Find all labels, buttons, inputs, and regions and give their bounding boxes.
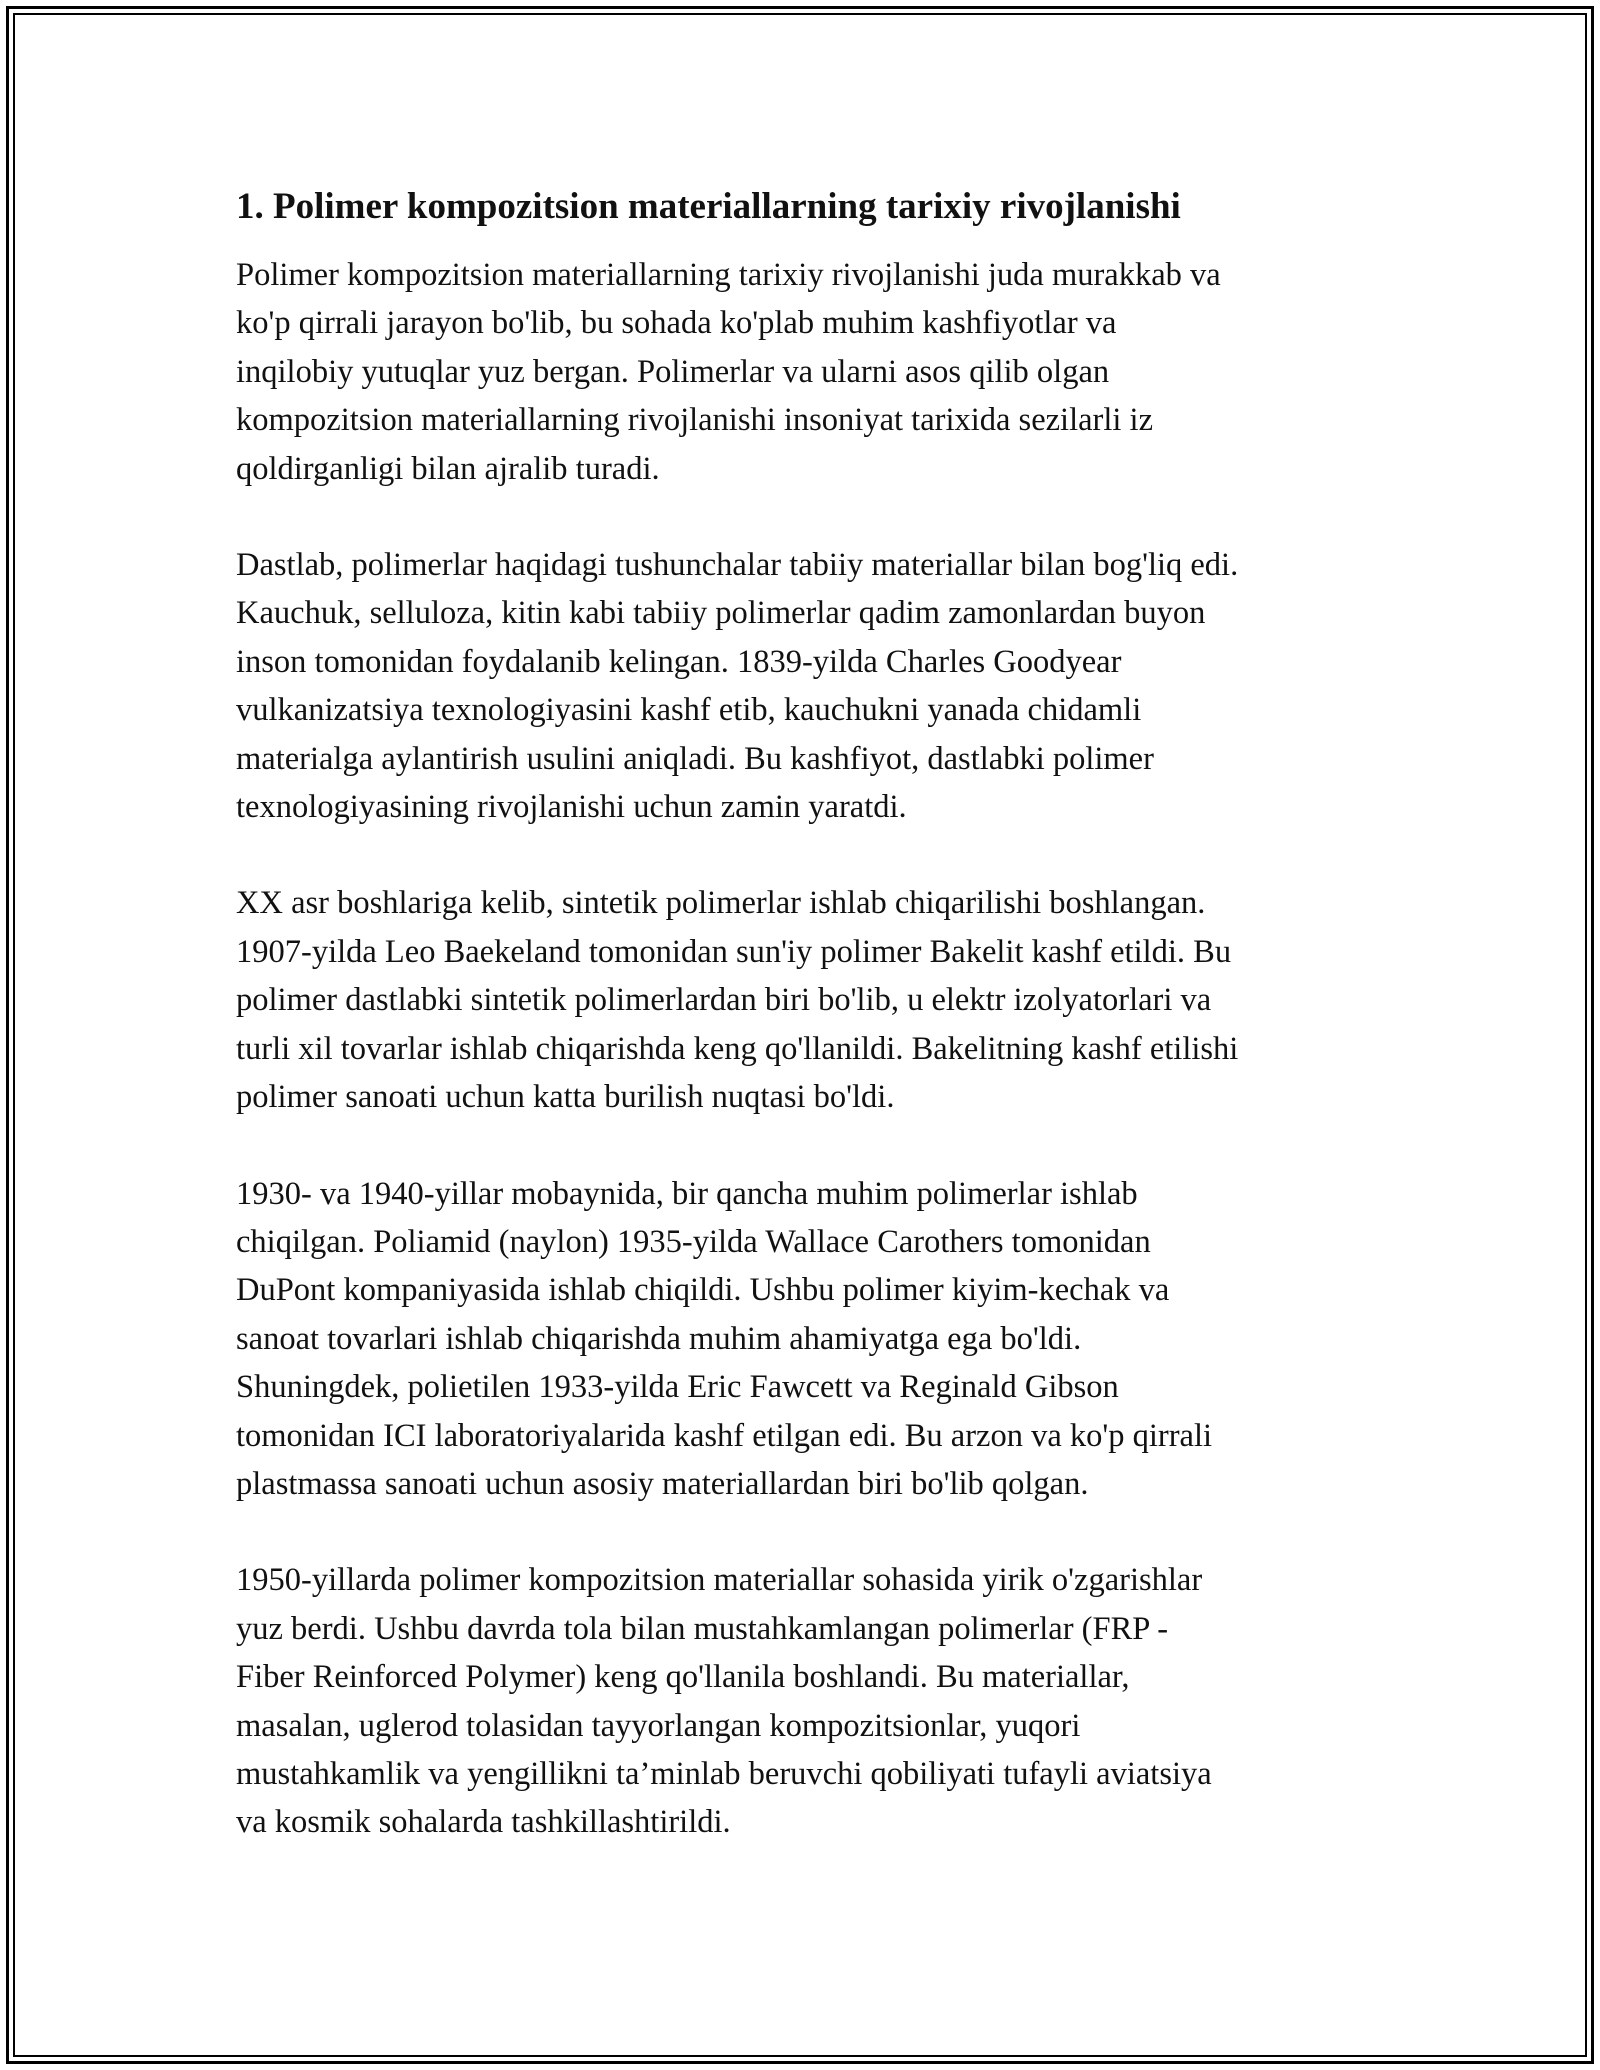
text-line: inson tomonidan foydalanib kelingan. 1839-yilda Charles Goodyear — [236, 643, 1122, 680]
text-line: yuz berdi. Ushbu davrda tola bilan mustahkamlangan polimerlar (FRP - — [236, 1610, 1169, 1647]
text-line: ko'p qirrali jarayon bo'lib, bu sohada ko'plab muhim kashfiyotlar va — [236, 305, 1117, 342]
text-line: 1907-yilda Leo Baekeland tomonidan sun'iy polimer Bakelit kashf etildi. Bu — [236, 933, 1232, 970]
text-line: chiqilgan. Poliamid (naylon) 1935-yilda Wallace Carothers tomonidan — [236, 1223, 1151, 1260]
paragraph-2 — [236, 541, 1376, 831]
text-line: plastmassa sanoati uchun asosiy materiallardan biri bo'lib qolgan. — [236, 1465, 1089, 1502]
text-line: Fiber Reinforced Polymer) keng qo'llanila boshlandi. Bu materiallar, — [236, 1659, 1130, 1696]
text-line: 1930- va 1940-yillar mobaynida, bir qancha muhim polimerlar ishlab — [236, 1175, 1138, 1212]
text-line: inqilobiy yutuqlar yuz bergan. Polimerlar va ularni asos qilib olgan — [236, 353, 1110, 390]
text-line: XX asr boshlariga kelib, sintetik polimerlar ishlab chiqarilishi boshlangan. — [236, 885, 1206, 922]
text-line: Shuningdek, polietilen 1933-yilda Eric Fawcett va Reginald Gibson — [236, 1369, 1119, 1406]
text-line: sanoat tovarlari ishlab chiqarishda muhim ahamiyatga ega bo'ldi. — [236, 1320, 1082, 1357]
paragraph-1 — [236, 251, 1376, 493]
paragraph-5 — [236, 1556, 1376, 1846]
text-line: Kauchuk, selluloza, kitin kabi tabiiy polimerlar qadim zamonlardan buyon — [236, 595, 1206, 632]
text-line: Polimer kompozitsion materiallarning tarixiy rivojlanishi juda murakkab va — [236, 257, 1221, 293]
text-line: vulkanizatsiya texnologiyasini kashf etib, kauchukni yanada chidamli — [236, 692, 1142, 729]
text-line: texnologiyasining rivojlanishi uchun zamin yaratdi. — [236, 789, 907, 826]
text-line: polimer dastlabki sintetik polimerlardan biri bo'lib, u elektr izolyatorlari va — [236, 982, 1212, 1019]
text-line: Dastlab, polimerlar haqidagi tushunchalar tabiiy materiallar bilan bog'liq edi. — [236, 547, 1239, 584]
text-line: polimer sanoati uchun katta burilish nuqtasi bo'ldi. — [236, 1079, 895, 1116]
text-line: qoldirganligi bilan ajralib turadi. — [236, 450, 660, 487]
paragraph-3 — [236, 879, 1376, 1121]
text-line: va kosmik sohalarda tashkillashtirildi. — [236, 1804, 731, 1841]
text-line: kompozitsion materiallarning rivojlanishi insoniyat tarixida sezilarli iz — [236, 402, 1153, 439]
text-line: 1950-yillarda polimer kompozitsion materiallar sohasida yirik o'zgarishlar — [236, 1562, 1203, 1599]
text-line: tomonidan ICI laboratoriyalarida kashf etilgan edi. Bu arzon va ko'p qirrali — [236, 1417, 1213, 1454]
text-line: mustahkamlik va yengillikni ta’minlab beruvchi qobiliyati tufayli aviatsiya — [236, 1755, 1212, 1792]
text-line: DuPont kompaniyasida ishlab chiqildi. Ushbu polimer kiyim-kechak va — [236, 1272, 1170, 1309]
text-line: turli xil tovarlar ishlab chiqarishda keng qo'llanildi. Bakelitning kashf etilishi — [236, 1030, 1239, 1067]
paragraph-4 — [236, 1170, 1376, 1509]
text-line: masalan, uglerod tolasidan tayyorlangan kompozitsionlar, yuqori — [236, 1707, 1081, 1744]
section-title: 1. Polimer kompozitsion materiallarning tarixiy rivojlanishi — [236, 186, 1181, 227]
document-body — [236, 185, 1376, 1895]
text-line: materialga aylantirish usulini aniqladi. Bu kashfiyot, dastlabki polimer — [236, 740, 1154, 777]
